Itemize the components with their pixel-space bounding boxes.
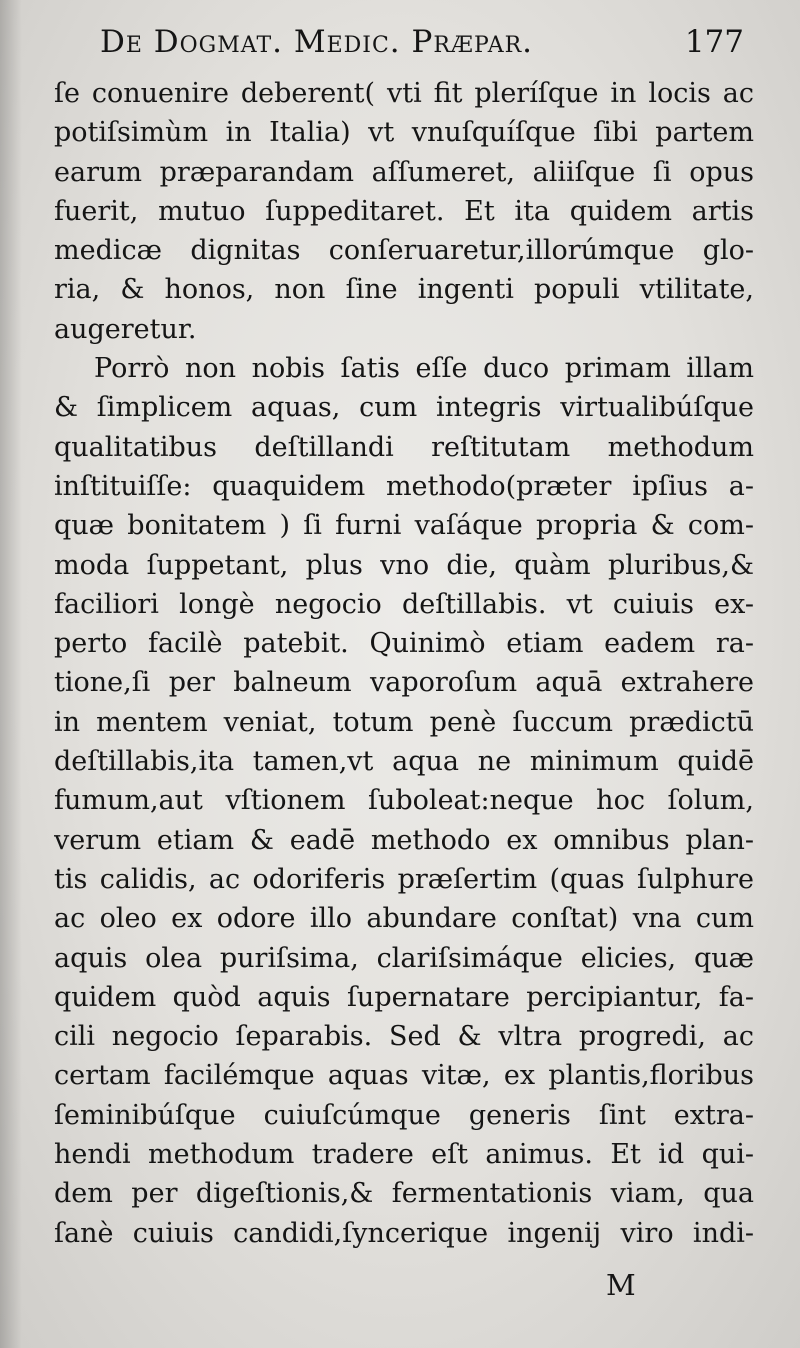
- text-line: verum etiam & eadē methodo ex omnibus plan-: [54, 824, 754, 856]
- text-line: in mentem veniat, totum penè ſuccum prædictū: [54, 706, 754, 738]
- text-line: fuerit, mutuo ſuppeditaret. Et ita quidem artis: [54, 195, 754, 227]
- text-line: ria, & honos, non ſine ingenti populi vtilitate,: [54, 274, 754, 306]
- text-line: dem per digeſtionis,& fermentationis viam, qua: [54, 1178, 754, 1210]
- running-title: De Dogmat. Medic. Præpar.: [100, 24, 534, 60]
- text-line: potiſsimùm in Italia) vt vnuſquíſque ſibi partem: [54, 117, 754, 149]
- text-line: ſeminibúſque cuiuſcúmque generis ſint extra-: [54, 1099, 754, 1131]
- text-line: faciliori longè negocio deſtillabis. vt cuiuis ex-: [54, 588, 754, 620]
- text-line: ac oleo ex odore illo abundare conſtat) vna cum: [54, 903, 754, 935]
- page-number: 177: [684, 24, 744, 60]
- text-line: & ſimplicem aquas, cum integris virtualibúſque: [54, 392, 754, 424]
- text-line: inſtituiſſe: quaquidem methodo(præter ipſius a-: [54, 470, 754, 502]
- text-line: Porrò non nobis ſatis eſſe duco primam illam: [94, 353, 754, 385]
- catchword: M: [606, 1268, 636, 1302]
- text-line: cili negocio ſeparabis. Sed & vltra progredi, ac: [54, 1021, 754, 1053]
- page-header: [100, 22, 750, 66]
- text-line: medicæ dignitas conſeruaretur,illorúmque glo-: [54, 235, 754, 267]
- text-line: hendi methodum tradere eſt animus. Et id qui-: [54, 1139, 754, 1171]
- text-line: perto facilè patebit. Quinimò etiam eadem ra-: [54, 628, 754, 660]
- text-line: deſtillabis,ita tamen,vt aqua ne minimum quidē: [54, 746, 754, 778]
- text-line: quidem quòd aquis ſupernatare percipiantur, fa-: [54, 981, 754, 1013]
- text-line: ſanè cuiuis candidi,ſyncerique ingenij viro indi-: [54, 1217, 754, 1249]
- text-line: tione,ſi per balneum vaporoſum aquā extrahere: [54, 667, 754, 699]
- text-line: fumum,aut vſtionem ſuboleat:neque hoc ſolum,: [54, 785, 754, 817]
- text-line: augeretur.: [54, 313, 197, 345]
- text-line: ſe conuenire deberent( vti fit pleríſque in locis ac: [54, 78, 754, 109]
- gutter-shadow: [0, 0, 22, 1348]
- body-text: [54, 74, 754, 1253]
- text-line: earum præparandam aſſumeret, aliiſque ſi opus: [54, 156, 754, 188]
- text-line: certam facilémque aquas vitæ, ex plantis,floribus: [54, 1060, 754, 1092]
- text-line: quæ bonitatem ) ſi furni vaſáque propria & com-: [54, 510, 754, 542]
- text-line: moda ſuppetant, plus vno die, quàm pluribus,&: [54, 549, 754, 581]
- text-line: tis calidis, ac odoriferis præſertim (quas ſulphure: [54, 863, 754, 895]
- text-line: qualitatibus deſtillandi reſtitutam methodum: [54, 431, 754, 463]
- text-line: aquis olea puriſsima, clariſsimáque elicies, quæ: [54, 942, 754, 974]
